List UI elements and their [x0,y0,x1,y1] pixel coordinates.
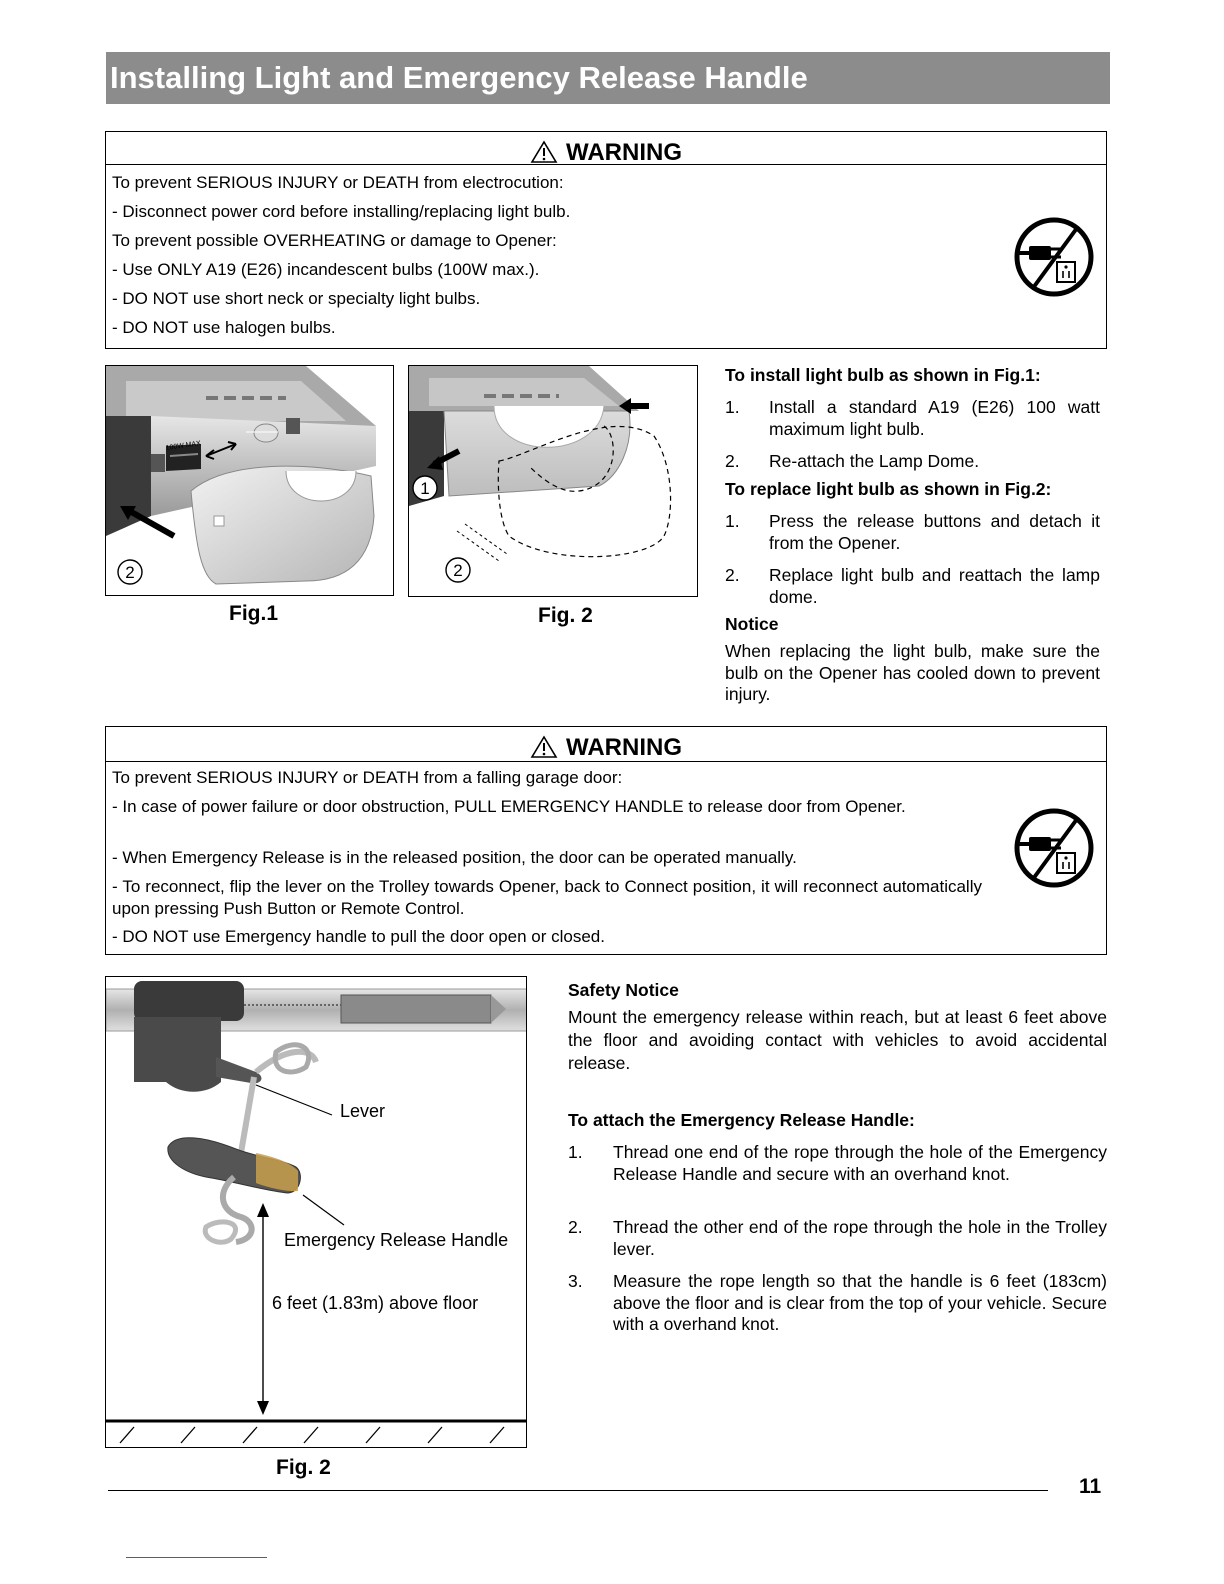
warning-line: - In case of power failure or door obstruction, PULL EMERGENCY HANDLE to release door from Opener. [112,797,906,816]
notice-heading: Notice [725,614,779,634]
warning-line: - When Emergency Release is in the released position, the door can be operated manually. [112,848,797,867]
link-underline [126,1557,267,1558]
handle-label: Emergency Release Handle [284,1230,509,1250]
warning-box-falling-door [105,726,1107,955]
figure-1-install-bulb [105,365,394,596]
safety-text: Mount the emergency release within reach, but at least 6 feet above the floor and avoiding contact with vehicles to avoid accidental release. [568,1007,1107,1073]
warning-line: To prevent SERIOUS INJURY or DEATH from a falling garage door: [112,768,623,787]
warning-line: To prevent possible OVERHEATING or damage to Opener: [112,231,557,250]
step-number: 3. [568,1271,583,1291]
step-text: Re-attach the Lamp Dome. [769,451,980,471]
step-number: 2. [568,1217,583,1237]
safety-heading: Safety Notice [568,980,679,1000]
warning-line: - To reconnect, flip the lever on the Trolley towards Opener, back to Connect position, it will reconnect automatically upon pressing Push Button or Remote Control. [112,877,982,918]
warning-line: - DO NOT use halogen bulbs. [112,318,336,337]
step-text: Thread the other end of the rope through the hole in the Trolley lever. [613,1217,1107,1259]
page-title: Installing Light and Emergency Release Handle [106,52,1110,104]
warning-triangle-icon [530,140,558,164]
lever-label: Lever [340,1101,386,1121]
callout-number: 2 [125,563,135,582]
figure-1-caption: Fig.1 [229,602,279,625]
warning-line: - Use ONLY A19 (E26) incandescent bulbs (100W max.). [112,260,540,279]
figure-2-replace-bulb [408,365,698,597]
warning-box-electrocution [105,131,1107,349]
warning-line: To prevent SERIOUS INJURY or DEATH from electrocution: [112,173,564,192]
attach-heading: To attach the Emergency Release Handle: [568,1110,915,1130]
step-text: Replace light bulb and reattach the lamp dome. [769,565,1100,607]
warning-heading [106,727,1106,762]
unplug-prohibited-icon [1013,807,1095,889]
figure-2-caption: Fig. 2 [538,604,593,627]
figure-emergency-handle [105,976,527,1448]
opener-dome-illustration [409,366,698,597]
warning-heading-text: WARNING [566,734,682,761]
warning-heading-text: WARNING [566,139,682,166]
step-text: Measure the rope length so that the handle is 6 feet (183cm) above the floor and is clear from the top of your vehicle. Secure with a overhand knot. [613,1271,1107,1334]
footer-rule [108,1490,1048,1491]
warning-line: - Disconnect power cord before installing/replacing light bulb. [112,202,571,221]
callout-number: 2 [453,561,463,580]
step-number: 1. [725,397,740,417]
page-number: 11 [1079,1475,1102,1498]
unplug-prohibited-icon [1013,216,1095,298]
step-number: 1. [725,511,740,531]
step-number: 2. [725,451,740,471]
step-number: 2. [725,565,740,585]
opener-bulb-illustration [106,366,394,596]
step-text: Press the release buttons and detach it from the Opener. [769,511,1100,553]
warning-line: - DO NOT use short neck or specialty light bulbs. [112,289,481,308]
warning-triangle-icon [530,735,558,759]
warning-line: - DO NOT use Emergency handle to pull the door open or closed. [112,927,605,946]
replace-heading: To replace light bulb as shown in Fig.2: [725,479,1052,499]
step-number: 1. [568,1142,583,1162]
figure-emergency-caption: Fig. 2 [276,1456,331,1479]
warning-heading [106,132,1106,165]
notice-text: When replacing the light bulb, make sure the bulb on the Opener has cooled down to prevent injury. [725,641,1100,704]
callout-number: 1 [420,479,430,498]
step-text: Install a standard A19 (E26) 100 watt maximum light bulb. [769,397,1100,439]
height-label: 6 feet (1.83m) above floor [272,1293,479,1313]
bulb-label: 100W MAX [165,440,202,452]
install-heading: To install light bulb as shown in Fig.1: [725,365,1041,385]
emergency-handle-illustration [106,977,527,1448]
step-text: Thread one end of the rope through the hole of the Emergency Release Handle and secure with an overhand knot. [613,1142,1107,1184]
